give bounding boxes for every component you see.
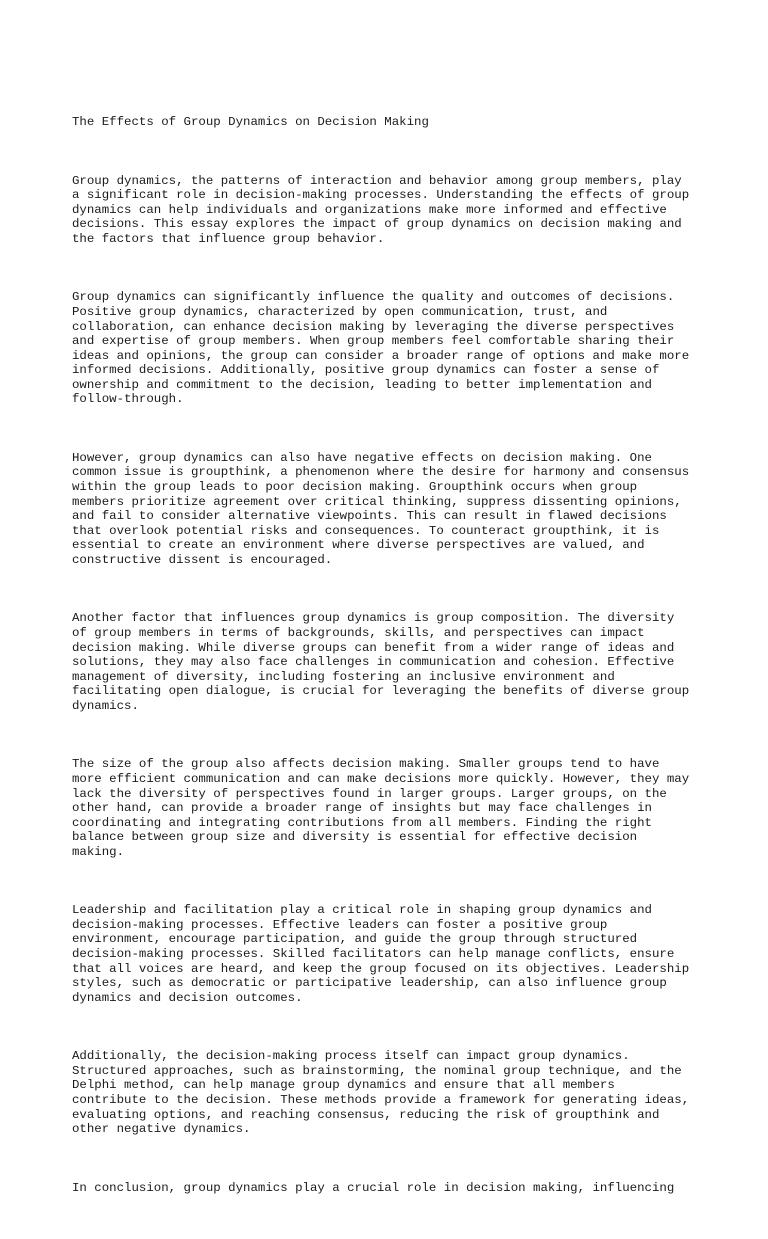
paragraph-group-composition: Another factor that influences group dynamics is group composition. The diversity of group members in terms of backgrounds, skills, and perspectives can impact decision making. While diverse groups can benefit from a wider range of ideas and solutions, they may also face challenges in communication and cohesion. Effective management of diversity, including fostering an inclusive environment and facilitating open dialogue, is crucial for leveraging the benefits of diverse group dynamics.	[72, 611, 690, 713]
paragraph-groupthink: However, group dynamics can also have negative effects on decision making. One common issue is groupthink, a phenomenon where the desire for harmony and consensus within the group leads to poor decision making. Groupthink occurs when group members prioritize agreement over critical thinking, suppress dissenting opinions, and fail to consider alternative viewpoints. This can result in flawed decisions that overlook potential risks and consequences. To counteract groupthink, it is essential to create an environment where diverse perspectives are valued, and constructive dissent is encouraged.	[72, 450, 690, 567]
document-title: The Effects of Group Dynamics on Decision Making	[72, 115, 429, 130]
paragraph-positive-dynamics: Group dynamics can significantly influence the quality and outcomes of decisions. Positive group dynamics, characterized by open communication, trust, and collaboration, can enhance decision making by leveraging the diverse perspectives and expertise of group members. When group members feel comfortable sharing their ideas and opinions, the group can consider a broader range of options and make more informed decisions. Additionally, positive group dynamics can foster a sense of ownership and commitment to the decision, leading to better implementation and follow-through.	[72, 290, 690, 407]
paragraph-conclusion: In conclusion, group dynamics play a crucial role in decision making, influencing	[72, 1180, 675, 1195]
document-body	[72, 86, 712, 1239]
paragraph-leadership: Leadership and facilitation play a critical role in shaping group dynamics and decision-making processes. Effective leaders can foster a positive group environment, encourage participation, and guide the group through structured decision-making processes. Skilled facilitators can help manage conflicts, ensure that all voices are heard, and keep the group focused on its objectives. Leadership styles, such as democratic or participative leadership, can also influence group dynamics and decision outcomes.	[72, 903, 690, 1005]
paragraph-group-size: The size of the group also affects decision making. Smaller groups tend to have more efficient communication and can make decisions more quickly. However, they may lack the diversity of perspectives found in larger groups. Larger groups, on the other hand, can provide a broader range of insights but may face challenges in coordinating and integrating contributions from all members. Finding the right balance between group size and diversity is essential for effective decision making.	[72, 757, 690, 859]
paragraph-decision-process: Additionally, the decision-making process itself can impact group dynamics. Structured approaches, such as brainstorming, the nominal group technique, and the Delphi method, can help manage group dynamics and ensure that all members contribute to the decision. These methods provide a framework for generating ideas, evaluating options, and reaching consensus, reducing the risk of groupthink and other negative dynamics.	[72, 1049, 690, 1137]
paragraph-intro: Group dynamics, the patterns of interaction and behavior among group members, play a significant role in decision-making processes. Understanding the effects of group dynamics can help individuals and organizations make more informed and effective decisions. This essay explores the impact of group dynamics on decision making and the factors that influence group behavior.	[72, 173, 690, 246]
